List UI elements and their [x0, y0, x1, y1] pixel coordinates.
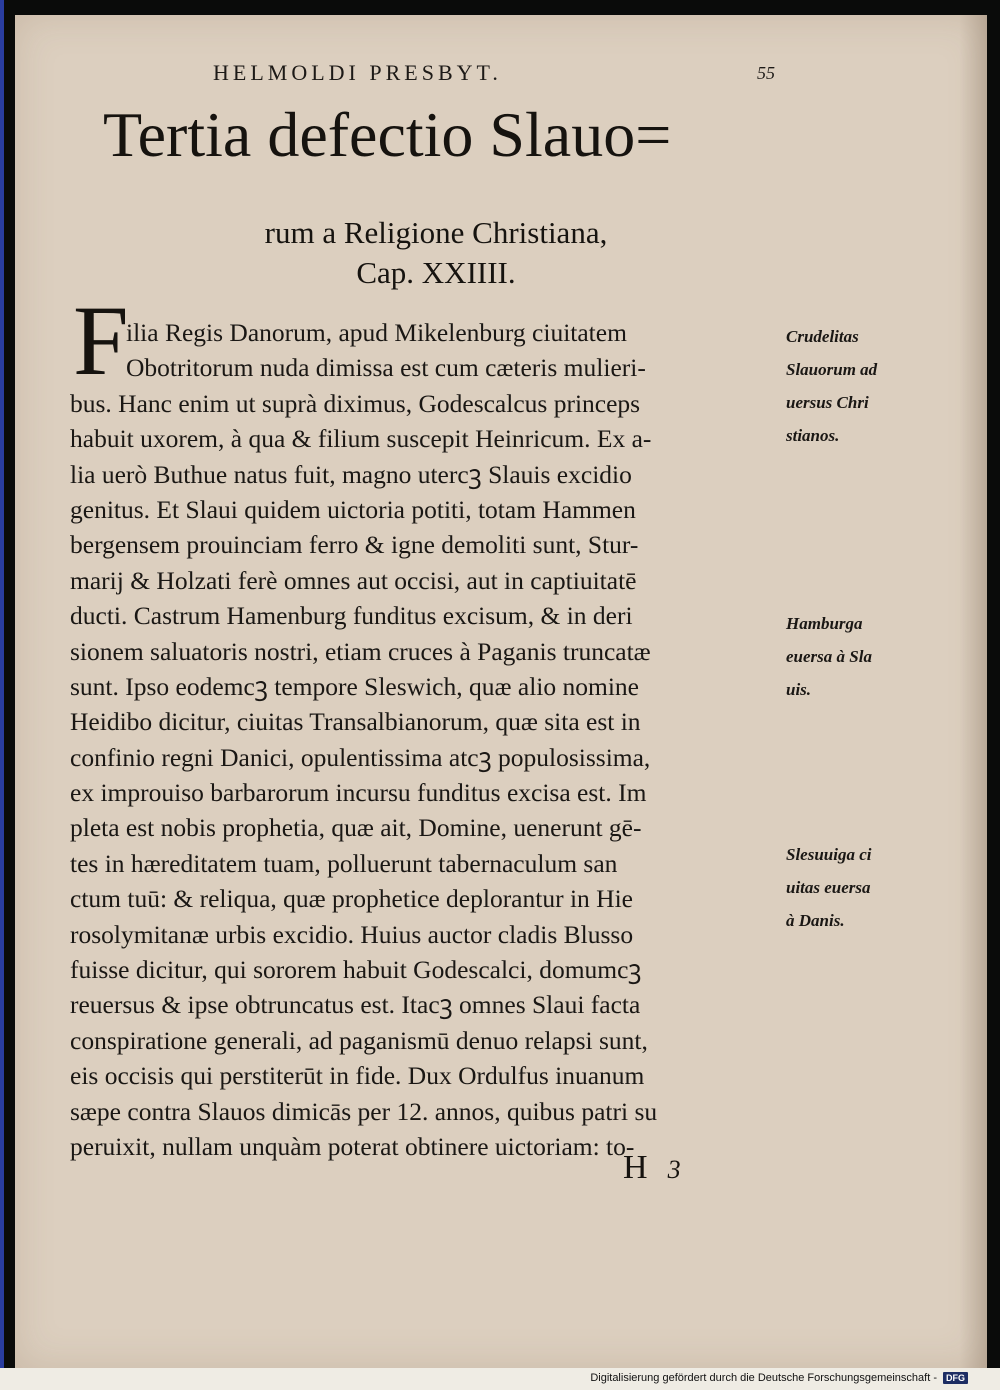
signature-letter: H [623, 1149, 648, 1186]
margin-note-line: Slauorum ad [786, 360, 878, 379]
text-line: sæpe contra Slauos dimicās per 12. annos, quibus patri su [70, 1096, 658, 1126]
text-line: ex improuiso barbarorum incursu funditus excisa est. Im [70, 778, 647, 808]
text-line: ilia Regis Danorum, apud Mikelenburg ciuitatem [126, 318, 627, 347]
text-line: ctum tuū: & reliqua, quæ prophetice deplorantur in Hie [70, 884, 633, 914]
margin-note-line: Hamburga [786, 614, 863, 633]
text-line: tes in hæreditatem tuam, polluerunt tabernaculum san [70, 848, 618, 878]
margin-note-line: euersa à Sla [786, 647, 872, 666]
dfg-logo: DFG [943, 1372, 968, 1384]
margin-note-line: Crudelitas [786, 327, 859, 346]
chapter-subtitle [211, 213, 661, 293]
text-line: rosolymitanæ urbis excidio. Huius auctor cladis Blusso [70, 919, 634, 949]
text-line: bus. Hanc enim ut suprà diximus, Godescalcus princeps [70, 388, 641, 418]
margin-note-line: uersus Chri [786, 393, 869, 412]
margin-note-line: uitas euersa [786, 878, 871, 897]
text-line: bergensem prouinciam ferro & igne demoliti sunt, Stur- [70, 530, 639, 560]
margin-note-line: Slesuuiga ci [786, 845, 872, 864]
text-line: reuersus & ipse obtruncatus est. Itacꝫ omnes Slaui facta [70, 990, 641, 1020]
page-number: 55 [757, 63, 775, 83]
running-head: HELMOLDI PRESBYT. [213, 60, 502, 85]
text-line: sunt. Ipso eodemcꝫ tempore Sleswich, quæ alio nomine [70, 671, 639, 701]
margin-note [786, 607, 906, 706]
subtitle-line: rum a Religione Christiana, [264, 215, 608, 250]
text-line: ducti. Castrum Hamenburg funditus excisum, & in deri [70, 601, 633, 631]
drop-cap: F [73, 285, 129, 396]
margin-note [786, 838, 906, 937]
subtitle-line: Cap. XXIIII. [356, 255, 516, 290]
digitization-credit [590, 1372, 968, 1384]
body-text [70, 315, 785, 1164]
text-line: conspiratione generali, ad paganismū denuo relapsi sunt, [70, 1025, 648, 1055]
margin-note-line: stianos. [786, 426, 840, 445]
text-line: Obotritorum nuda dimissa est cum cæteris mulieri- [126, 353, 646, 383]
chapter-title: Tertia defectio Slauo= [103, 99, 672, 170]
text-line: lia uerò Buthue natus fuit, magno utercꝫ Slauis excidio [70, 459, 632, 489]
text-line: genitus. Et Slaui quidem uictoria potiti, totam Hammen [70, 494, 636, 524]
text-line: fuisse dicitur, qui sororem habuit Godescalci, domumcꝫ [70, 955, 642, 985]
text-line: sionem saluatoris nostri, etiam cruces à Paganis truncatæ [70, 636, 651, 666]
book-page [15, 15, 987, 1368]
text-line: marij & Holzati ferè omnes aut occisi, aut in captiuitatē [70, 565, 637, 595]
text-line: Heidibo dicitur, ciuitas Transalbianorum, quæ sita est in [70, 707, 641, 737]
text-line: peruixit, nullam unquàm poterat obtinere uictoriam: to- [70, 1131, 635, 1161]
text-line: confinio regni Danici, opulentissima atcꝫ populosissima, [70, 742, 651, 772]
text-line: eis occisis qui perstiterūt in fide. Dux Ordulfus inuanum [70, 1061, 645, 1091]
margin-note-line: uis. [786, 680, 812, 699]
text-line: pleta est nobis prophetia, quæ ait, Domine, uenerunt gē- [70, 813, 642, 843]
text-line: habuit uxorem, à qua & filium suscepit Heinricum. Ex a- [70, 424, 652, 454]
signature-number: 3 [667, 1155, 681, 1184]
margin-note [786, 320, 906, 452]
margin-note-line: à Danis. [786, 911, 845, 930]
credit-text: Digitalisierung gefördert durch die Deutsche Forschungsgemeinschaft - [590, 1372, 937, 1384]
signature-mark [623, 1149, 681, 1187]
